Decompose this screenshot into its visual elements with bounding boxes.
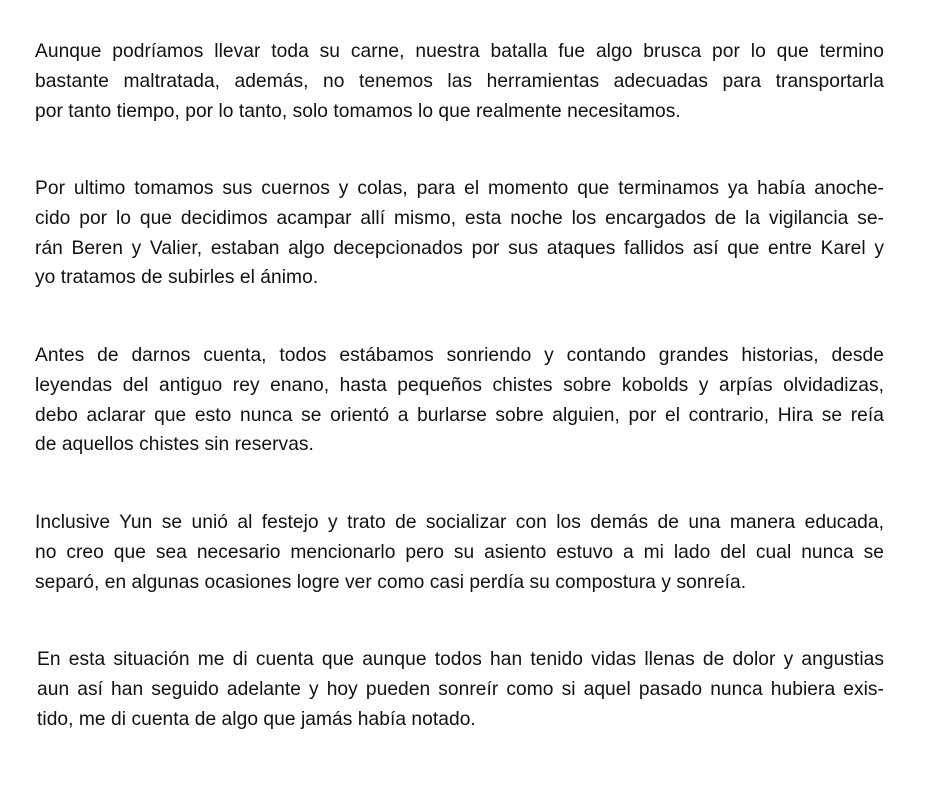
paragraph-line: no creo que sea necesario mencionarlo pero su asiento estuvo a mi lado del cual nunca se: [35, 541, 884, 563]
paragraph-line: Aunque podríamos llevar toda su carne, nuestra batalla fue algo brusca por lo que termino: [35, 41, 884, 62]
paragraph-line: bastante maltratada, además, no tenemos las herramientas adecuadas para transportarla: [35, 70, 884, 92]
paragraph-5: [37, 645, 884, 734]
paragraph-line: Por ultimo tomamos sus cuernos y colas, para el momento que terminamos ya había anoche-: [35, 178, 884, 199]
paragraph-line: aun así han seguido adelante y hoy pueden sonreír como si aquel pasado nunca hubiera exis-: [37, 678, 884, 700]
paragraph-4: [35, 508, 884, 597]
paragraph-line: yo tratamos de subirles el ánimo.: [35, 267, 319, 289]
paragraph-line: de aquellos chistes sin reservas.: [35, 434, 314, 456]
paragraph-2: [35, 174, 884, 293]
paragraph-line: separó, en algunas ocasiones logre ver como casi perdía su compostura y sonreía.: [35, 571, 747, 593]
paragraph-line: por tanto tiempo, por lo tanto, solo tomamos lo que realmente necesitamos.: [35, 100, 681, 122]
paragraph-line: rán Beren y Valier, estaban algo decepcionados por sus ataques fallidos así que entre Karel y: [35, 237, 884, 259]
paragraph-3: [35, 341, 884, 460]
paragraph-line: Inclusive Yun se unió al festejo y trato de socializar con los demás de una manera educada,: [35, 512, 884, 533]
paragraph-line: En esta situación me di cuenta que aunque todos han tenido vidas llenas de dolor y angustias: [37, 649, 884, 670]
paragraph-line: tido, me di cuenta de algo que jamás había notado.: [37, 708, 476, 730]
paragraph-line: cido por lo que decidimos acampar allí mismo, esta noche los encargados de la vigilancia se-: [35, 207, 884, 229]
paragraph-line: Antes de darnos cuenta, todos estábamos sonriendo y contando grandes historias, desde: [35, 345, 884, 366]
paragraph-line: leyendas del antiguo rey enano, hasta pequeños chistes sobre kobolds y arpías olvidadizas,: [35, 374, 884, 396]
paragraph-1: [35, 37, 884, 126]
paragraph-line: debo aclarar que esto nunca se orientó a burlarse sobre alguien, por el contrario, Hira se reía: [35, 404, 884, 426]
